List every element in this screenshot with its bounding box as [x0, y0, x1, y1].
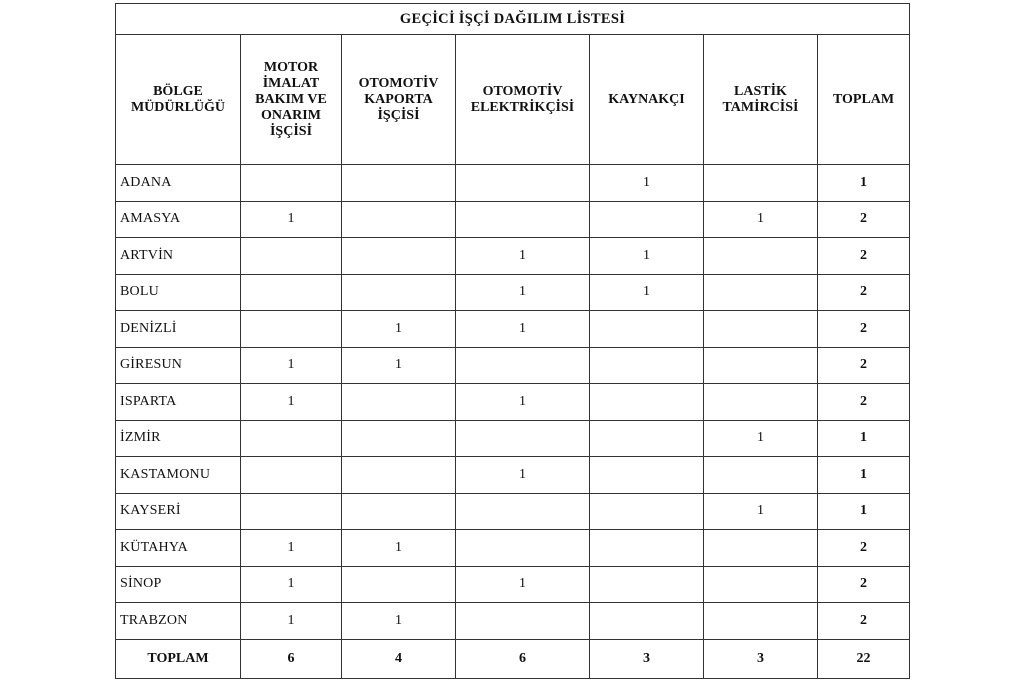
value-cell [704, 566, 818, 603]
column-header-motor: MOTOR İMALAT BAKIM VE ONARIM İŞÇİSİ [241, 35, 342, 165]
row-total-cell: 2 [818, 603, 910, 640]
value-cell [456, 420, 590, 457]
row-total-cell: 2 [818, 201, 910, 238]
table-row [116, 566, 910, 603]
column-total-cell: 4 [342, 639, 456, 678]
value-cell [241, 274, 342, 311]
value-cell: 1 [241, 566, 342, 603]
row-total-cell: 2 [818, 384, 910, 421]
value-cell [241, 493, 342, 530]
value-cell: 1 [456, 311, 590, 348]
value-cell: 1 [241, 384, 342, 421]
value-cell: 1 [590, 274, 704, 311]
value-cell [590, 384, 704, 421]
row-total-cell: 2 [818, 274, 910, 311]
value-cell [241, 311, 342, 348]
row-total-cell: 2 [818, 566, 910, 603]
value-cell: 1 [590, 165, 704, 202]
region-cell: ADANA [116, 165, 241, 202]
row-total-cell: 1 [818, 457, 910, 494]
column-header-region: BÖLGE MÜDÜRLÜĞÜ [116, 35, 241, 165]
value-cell [704, 274, 818, 311]
value-cell: 1 [342, 530, 456, 567]
value-cell [342, 493, 456, 530]
value-cell [342, 274, 456, 311]
value-cell [456, 530, 590, 567]
value-cell [456, 493, 590, 530]
value-cell [704, 311, 818, 348]
totals-row [116, 639, 910, 678]
value-cell [342, 420, 456, 457]
region-cell: İZMİR [116, 420, 241, 457]
value-cell [704, 457, 818, 494]
value-cell: 1 [342, 347, 456, 384]
value-cell: 1 [456, 457, 590, 494]
value-cell [704, 238, 818, 275]
row-total-cell: 1 [818, 493, 910, 530]
column-header-lastik: LASTİK TAMİRCİSİ [704, 35, 818, 165]
value-cell [456, 201, 590, 238]
row-total-cell: 2 [818, 238, 910, 275]
table-row [116, 530, 910, 567]
region-cell: KASTAMONU [116, 457, 241, 494]
value-cell [704, 530, 818, 567]
table-row [116, 311, 910, 348]
value-cell: 1 [241, 347, 342, 384]
value-cell [241, 420, 342, 457]
value-cell: 1 [342, 311, 456, 348]
value-cell: 1 [704, 493, 818, 530]
value-cell [342, 566, 456, 603]
column-header-kaporta: OTOMOTİV KAPORTA İŞÇİSİ [342, 35, 456, 165]
value-cell [342, 457, 456, 494]
value-cell [590, 493, 704, 530]
value-cell [342, 238, 456, 275]
value-cell [590, 311, 704, 348]
value-cell [590, 347, 704, 384]
table-row [116, 457, 910, 494]
value-cell [342, 384, 456, 421]
table-row [116, 493, 910, 530]
value-cell [590, 201, 704, 238]
table-row [116, 347, 910, 384]
value-cell: 1 [241, 603, 342, 640]
region-cell: KAYSERİ [116, 493, 241, 530]
table-row [116, 274, 910, 311]
value-cell: 1 [456, 384, 590, 421]
value-cell [704, 384, 818, 421]
region-cell: KÜTAHYA [116, 530, 241, 567]
row-total-cell: 2 [818, 311, 910, 348]
value-cell [456, 165, 590, 202]
table-title: GEÇİCİ İŞÇİ DAĞILIM LİSTESİ [116, 4, 910, 35]
value-cell [241, 457, 342, 494]
header-row [116, 35, 910, 165]
value-cell [241, 238, 342, 275]
column-total-cell: 6 [456, 639, 590, 678]
value-cell [590, 530, 704, 567]
table-row [116, 384, 910, 421]
value-cell: 1 [704, 420, 818, 457]
value-cell [590, 457, 704, 494]
region-cell: TRABZON [116, 603, 241, 640]
row-total-cell: 2 [818, 530, 910, 567]
region-cell: GİRESUN [116, 347, 241, 384]
value-cell [590, 566, 704, 603]
value-cell: 1 [342, 603, 456, 640]
row-total-cell: 2 [818, 347, 910, 384]
value-cell [342, 165, 456, 202]
region-cell: DENİZLİ [116, 311, 241, 348]
column-total-cell: 3 [704, 639, 818, 678]
worker-distribution-table [115, 3, 910, 679]
value-cell [456, 603, 590, 640]
column-header-kaynakci: KAYNAKÇI [590, 35, 704, 165]
region-cell: AMASYA [116, 201, 241, 238]
value-cell [704, 165, 818, 202]
value-cell [590, 603, 704, 640]
value-cell [704, 347, 818, 384]
value-cell: 1 [456, 238, 590, 275]
region-cell: ISPARTA [116, 384, 241, 421]
value-cell: 1 [704, 201, 818, 238]
value-cell [241, 165, 342, 202]
table-row [116, 201, 910, 238]
value-cell [342, 201, 456, 238]
row-total-cell: 1 [818, 420, 910, 457]
table-row [116, 238, 910, 275]
value-cell [590, 420, 704, 457]
value-cell: 1 [241, 201, 342, 238]
row-total-cell: 1 [818, 165, 910, 202]
value-cell [704, 603, 818, 640]
value-cell [456, 347, 590, 384]
value-cell: 1 [590, 238, 704, 275]
table-row [116, 420, 910, 457]
value-cell: 1 [456, 566, 590, 603]
column-total-cell: 3 [590, 639, 704, 678]
column-header-toplam: TOPLAM [818, 35, 910, 165]
value-cell: 1 [456, 274, 590, 311]
region-cell: ARTVİN [116, 238, 241, 275]
value-cell: 1 [241, 530, 342, 567]
region-cell: SİNOP [116, 566, 241, 603]
table-row [116, 603, 910, 640]
grand-total-cell: 22 [818, 639, 910, 678]
totals-label: TOPLAM [116, 639, 241, 678]
column-header-elektrikci: OTOMOTİV ELEKTRİKÇİSİ [456, 35, 590, 165]
region-cell: BOLU [116, 274, 241, 311]
table-row [116, 165, 910, 202]
column-total-cell: 6 [241, 639, 342, 678]
